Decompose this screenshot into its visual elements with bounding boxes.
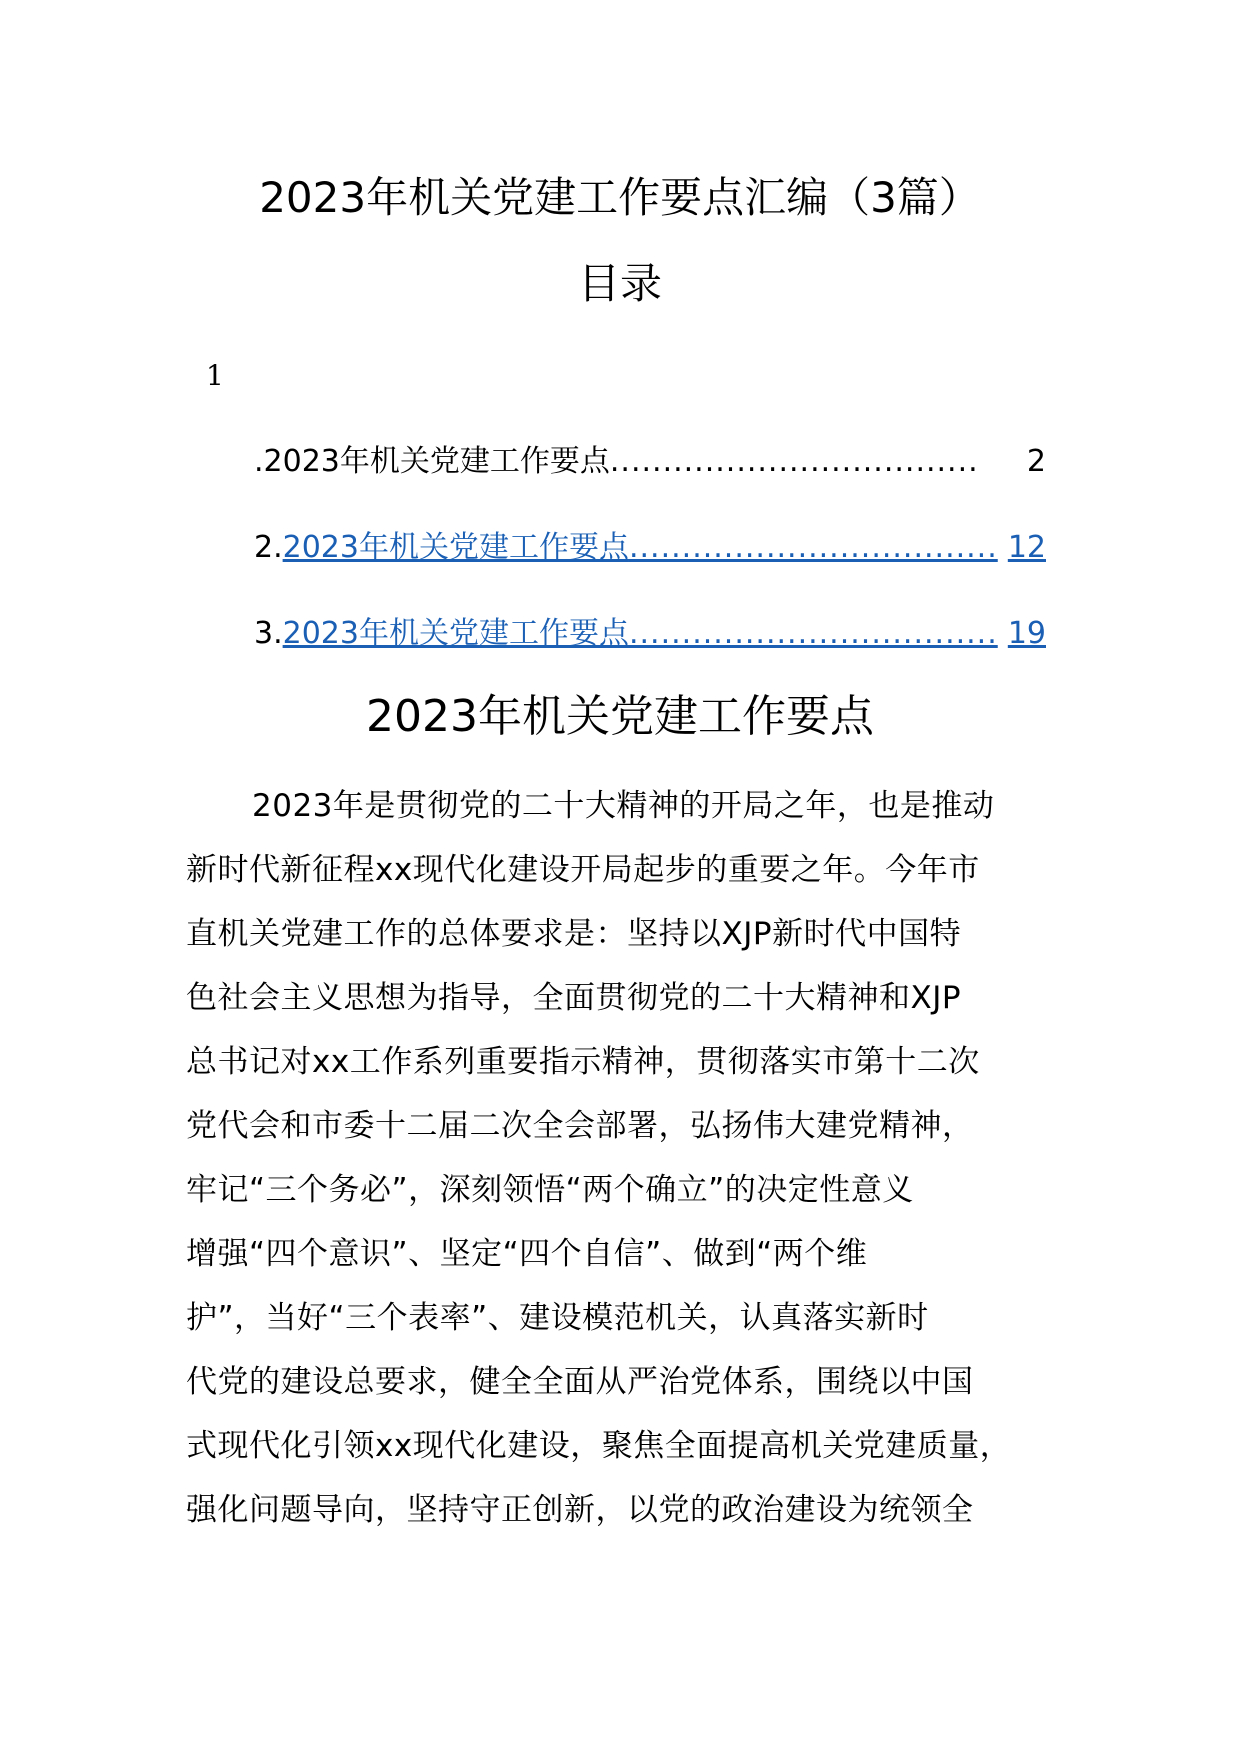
body-line: 党代会和市委十二届二次全会部署，弘扬伟大建党精神， bbox=[186, 1108, 974, 1144]
document-title: 2023年机关党建工作要点汇编（3篇） bbox=[259, 173, 981, 222]
body-line: 牢记“三个务必”，深刻领悟“两个确立”的决定性意义 bbox=[186, 1172, 914, 1208]
body-line: 总书记对xx工作系列重要指示精神，贯彻落实市第十二次 bbox=[186, 1044, 980, 1080]
toc-leader-dots: ................................... bbox=[628, 616, 998, 651]
body-line: 式现代化引领xx现代化建设，聚焦全面提高机关党建质量， bbox=[186, 1428, 1012, 1464]
toc-entry-title: 2023年机关党建工作要点 bbox=[282, 616, 629, 651]
body-line: 强化问题导向，坚持守正创新，以党的政治建设为统领全 bbox=[186, 1492, 974, 1528]
toc-heading: 目录 bbox=[577, 259, 662, 308]
body-line: 色社会主义思想为指导，全面贯彻党的二十大精神和XJP bbox=[186, 980, 962, 1016]
body-line: 护”，当好“三个表率”、建设模范机关，认真落实新时 bbox=[186, 1300, 929, 1336]
toc-entry-3[interactable] bbox=[254, 612, 1046, 656]
toc-entry-page: 2 bbox=[1026, 444, 1046, 479]
toc-leader-dots: ................................... bbox=[609, 444, 979, 479]
toc-leader-dots: ................................... bbox=[628, 530, 998, 565]
toc-entry-title: 2023年机关党建工作要点 bbox=[282, 530, 629, 565]
toc-entry-number: 2. bbox=[254, 530, 283, 565]
body-line: 2023年是贯彻党的二十大精神的开局之年，也是推动 bbox=[252, 788, 995, 824]
toc-entry-number: 3. bbox=[254, 616, 283, 651]
toc-entry-link[interactable] bbox=[283, 612, 1046, 656]
toc-entry-1[interactable] bbox=[254, 440, 1046, 484]
body-line: 新时代新征程xx现代化建设开局起步的重要之年。今年市 bbox=[186, 852, 980, 888]
toc-entry-link[interactable] bbox=[283, 526, 1046, 570]
body-line: 增强“四个意识”、坚定“四个自信”、做到“两个维 bbox=[186, 1236, 868, 1272]
toc-number-marker: 1 bbox=[206, 359, 224, 392]
toc-entry-page: 19 bbox=[1007, 616, 1046, 651]
body-line: 直机关党建工作的总体要求是：坚持以XJP新时代中国特 bbox=[186, 916, 962, 952]
toc-entry-title: .2023年机关党建工作要点 bbox=[254, 444, 610, 479]
toc-entry-link[interactable] bbox=[254, 440, 1046, 484]
toc-entry-page: 12 bbox=[1007, 530, 1046, 565]
body-line: 代党的建设总要求，健全全面从严治党体系，围绕以中国 bbox=[186, 1364, 974, 1400]
toc-entry-2[interactable] bbox=[254, 526, 1046, 570]
section-title: 2023年机关党建工作要点 bbox=[366, 691, 874, 742]
